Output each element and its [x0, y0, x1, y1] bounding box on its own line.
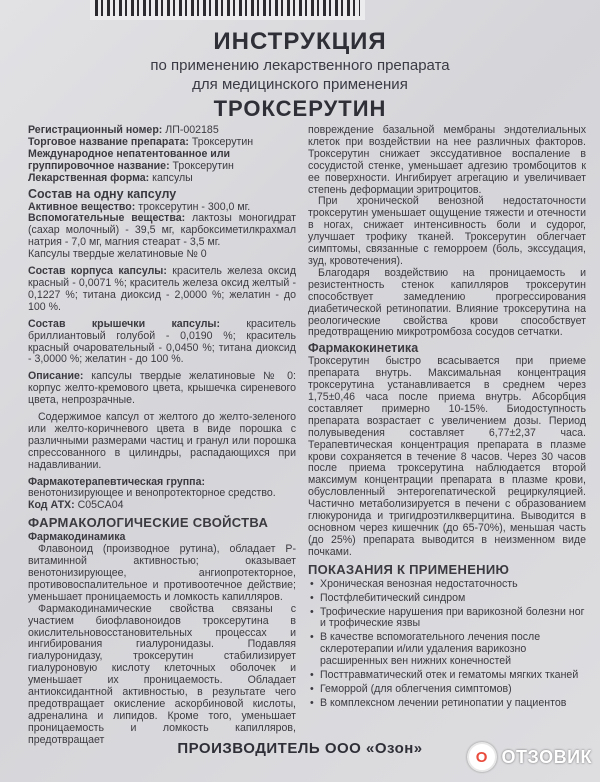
otzovik-logo-icon: О [467, 742, 497, 772]
pharmacokinetics-text: Троксерутин быстро всасывается при приеме препарата внутрь. Максимальная концентрация троксерутина устанавливается в среднем через 1,75±0,46 часа после приема внутрь. Абсорбция составляет примерно 10-15%. Биодоступность препарата возрастает с увеличением дозы. Период полувыведения составляет 6,77±2,37 часа. Терапевтическая концентрация препарата в плазме крови сохраняется в течение 8 часов. Через 30 часов после приема троксерутина наблюдается второй максимум концентрации препарата в плазме крови, обусловленный энтерогепатической рециркуляцией. Частично метаболизируется в печени с образованием глюкуронида и тригидроэтилкверцитина. Выводится в основном через кишечник (до 65-70%), меньшая часть (до 25%) препарата выводится в неизменном виде почками. [308, 355, 586, 558]
pd-continued-1: повреждение базальной мембраны эндотелиальных клеток при воздействии на нее различных факторов. Троксерутин снижает экссудативное воспаление в сосудистой стенке, уменьшает адгезию тромбоцитов к ее поверхности. Ингибирует агрегацию и увеличивает степень деформации эритроцитов. [308, 124, 586, 196]
bullet-icon: • [310, 577, 314, 590]
capsule-type: Капсулы твердые желатиновые № 0 [28, 248, 207, 261]
pd-continued-2: При хронической венозной недостаточности троксерутин уменьшает ощущение тяжести и отечности в ногах, снижает интенсивность боли и судорог, улучшает трофику тканей. Троксерутин облегчает симптомы, связанные с геморроем (боль, экссудация, зуд, кровотечения). [308, 195, 586, 267]
capsule-cap-composition: Состав крышечки капсулы: краситель бриллиантовый голубой - 0,0190 %; краситель красный очаровательный - 0,0450 %; титана диоксид - 3,0000 %; желатин - до 100 %. [28, 317, 296, 366]
indications-heading: ПОКАЗАНИЯ К ПРИМЕНЕНИЮ [308, 561, 510, 577]
doc-subtitle-1: по применению лекарственного препарата [150, 57, 450, 74]
left-column [28, 125, 296, 747]
pharm-props-heading: ФАРМАКОЛОГИЧЕСКИЕ СВОЙСТВА [28, 515, 269, 531]
list-item: • Хроническая венозная недостаточность [310, 577, 518, 590]
list-item: • Постфлебитический синдром [310, 591, 466, 604]
bullet-icon: • [310, 605, 314, 618]
pharmacodynamics-text-2: Фармакодинамические свойства связаны с участием биофлавоноидов троксерутина в окислительновосстановительных процессах и ингибирования гиалуронидазы. Подавляя гиалуронидазу, троксерутин стабилизирует гиалуроновую кислоту клеточных оболочек и уменьшает их проницаемость. Обладает антиоксидантной активностью, в результате чего предотвращает окисление аскорбиновой кислоты, адреналина и липидов. Кроме того, уменьшает проницаемость и ломкость капилляров, предотвращает [28, 602, 296, 746]
bullet-icon: • [310, 696, 314, 709]
list-item: • В качестве вспомогательного лечения после склеротерапии и/или удаления варикозно расширенных вен нижних конечностей [310, 631, 541, 668]
list-item: • Геморрой (для облегчения симптомов) [310, 682, 512, 695]
list-item: • Трофические нарушения при варикозной болезни ног и трофические язвы [310, 605, 585, 630]
inn-name: Международное непатентованное или группировочное название: Троксерутин [28, 147, 234, 172]
bullet-icon: • [310, 669, 314, 682]
capsule-body-composition: Состав корпуса капсулы: краситель железа оксид красный - 0,0071 %; краситель железа оксид желтый - 0,1227 %; титана диоксид - 2,0000 %; желатин - до 100 %. [28, 265, 296, 313]
active-substance: Активное вещество: троксерутин - 300,0 мг. [28, 200, 251, 213]
watermark [467, 742, 592, 772]
composition-heading: Состав на одну капсулу [28, 186, 177, 201]
bullet-icon: • [310, 631, 314, 644]
capsule-contents: Содержимое капсул от желтого до желто-зеленого или желто-коричневого цвета в виде порошка с различными размерами частиц и гранул или порошка спрессованного в цилиндры, распадающихся при надавливании. [28, 411, 296, 471]
doc-title: ИНСТРУКЦИЯ [213, 28, 387, 55]
barcode-icon [95, 0, 360, 16]
reg-number: Регистрационный номер: ЛП-002185 [28, 124, 219, 136]
manufacturer: ПРОИЗВОДИТЕЛЬ ООО «Озон» [177, 740, 423, 757]
atc-code: Код АТХ: C05CA04 [28, 499, 124, 512]
drug-name: ТРОКСЕРУТИН [213, 96, 387, 121]
excipients: Вспомогательные вещества: лактозы моногидрат (сахар молочный) - 39,5 мг, карбоксиметилкрахмал натрия - 7,0 мг, магния стеарат - 3,5 мг. [28, 212, 296, 249]
pharmacodynamics-text-1: Флавоноид (производное рутина), обладает Р-витаминной активностью; оказывает венотонизирующее, ангиопротекторное, противовоспалительное и противоотечное действие; уменьшает проницаемость и ломкость капилляров. [28, 543, 296, 603]
doc-subtitle-2: для медицинского применения [192, 76, 408, 93]
description: Описание: капсулы твердые желатиновые № 0: корпус желто-кремового цвета, крышечка сиреневого цвета, непрозрачные. [28, 370, 296, 407]
dosage-form: Лекарственная форма: капсулы [28, 171, 193, 184]
indications-list [308, 579, 586, 710]
right-column [308, 125, 586, 712]
list-item: • Посттравматический отек и гематомы мягких тканей [310, 669, 579, 682]
bullet-icon: • [310, 591, 314, 604]
pharm-group: Фармакотерапевтическая группа: венотонизирующее и венопротекторное средство. [28, 475, 276, 500]
pd-continued-3: Благодаря воздействию на проницаемость и резистентность стенок капилляров троксерутин способствует замедлению прогрессирования диабетической ретинопатии. Влияние троксерутина на реологические свойства крови способствует предотвращению микротромбоза сосудов сетчатки. [308, 266, 586, 339]
list-item: • В комплексном лечении ретинопатии у пациентов [310, 696, 567, 709]
pharmacodynamics-heading: Фармакодинамика [28, 531, 126, 544]
pharmacokinetics-heading: Фармакокинетика [308, 341, 419, 356]
watermark-text: ОТЗОВИК [501, 746, 592, 767]
trade-name: Торговое название препарата: Троксерутин [28, 135, 254, 148]
bullet-icon: • [310, 682, 314, 695]
